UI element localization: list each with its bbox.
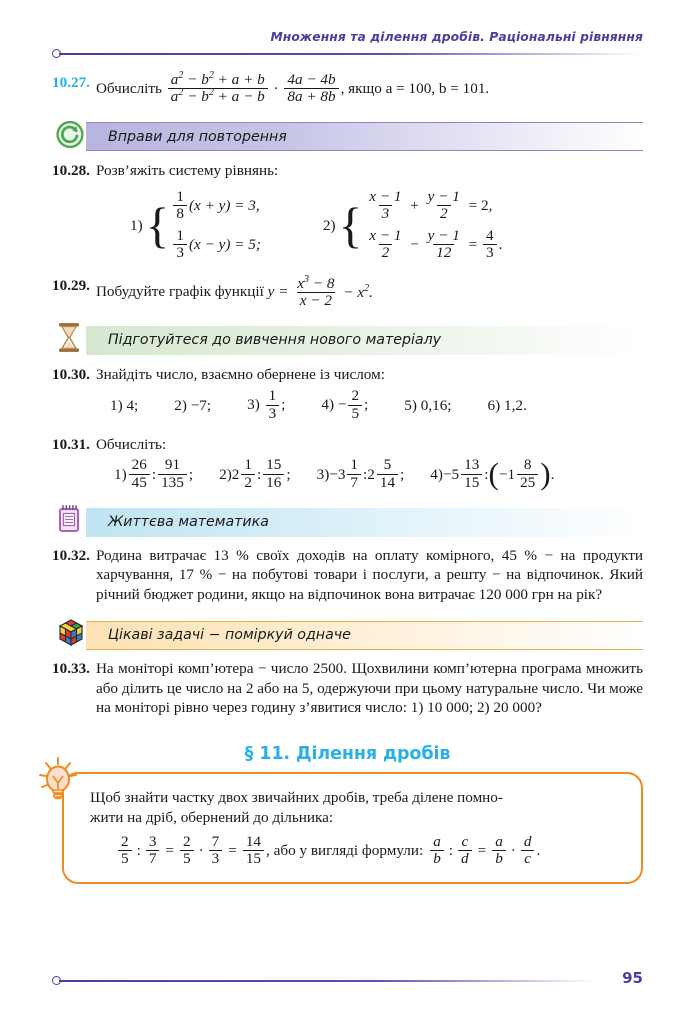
- fraction-denominator: 16: [263, 474, 284, 491]
- fraction-numerator: y − 1: [427, 188, 460, 206]
- fraction-divisor: [158, 457, 187, 490]
- equals-sign: =: [477, 842, 487, 860]
- lightbulb-icon: [36, 756, 86, 817]
- option-label: 2): [219, 466, 232, 484]
- notepad-icon: [56, 505, 82, 539]
- whole-part: 2: [231, 466, 240, 484]
- option-value: 0,16;: [420, 397, 452, 415]
- fraction-denominator: 12: [433, 244, 454, 261]
- fraction-dividend: [129, 457, 150, 490]
- fraction-2: [284, 72, 338, 105]
- fraction-denominator: $a^2 - b^2 + a - b$: [168, 88, 268, 105]
- option-fraction: [266, 388, 280, 421]
- division-operator: :: [256, 466, 262, 484]
- exercise-10-27: [52, 70, 643, 106]
- exercise-10-33: [52, 659, 643, 718]
- section-band-repeat-exercises: [52, 122, 643, 151]
- system-label: 1): [130, 217, 143, 235]
- exercise-10-28: [52, 161, 643, 265]
- rule-formula-row: [90, 832, 623, 868]
- option-fraction: [348, 388, 362, 421]
- multiplication-dot: ·: [510, 842, 516, 860]
- exercise-prompt: Знайдіть число, взаємно обернене із числом:: [95, 365, 385, 383]
- option-4: [430, 458, 554, 491]
- fraction-denominator: 3: [209, 850, 223, 867]
- fraction-numerator: $x^3 - 8$: [297, 273, 335, 292]
- exercise-tail: , якщо a = 100, b = 101.: [340, 80, 490, 98]
- fraction-denominator: 2: [437, 205, 451, 222]
- fraction-right: [425, 228, 463, 261]
- fraction-numerator: 15: [266, 456, 282, 474]
- option-label: 5): [404, 397, 417, 415]
- fraction-denominator: x − 2: [297, 292, 335, 309]
- fraction-denominator: 3: [173, 244, 187, 261]
- general-fraction-1: [430, 834, 444, 867]
- equation-row: [171, 226, 261, 265]
- fraction-denominator: 45: [129, 474, 150, 491]
- exercise-number: 10.32.: [52, 546, 90, 564]
- fraction-dividend: [347, 457, 361, 490]
- exercise-prompt: Обчисліть:: [95, 435, 167, 453]
- option-suffix: ;: [364, 396, 369, 414]
- fraction-numerator: 7: [211, 832, 220, 850]
- fraction-numerator: $a^2 - b^2 + a + b$: [170, 70, 265, 89]
- exercise-number: 10.27.: [52, 74, 90, 91]
- fraction-numerator: 1: [350, 456, 359, 474]
- option-2: [174, 396, 211, 416]
- fraction-divisor: [517, 457, 538, 490]
- equation-row: [364, 226, 502, 265]
- fraction-numerator: 8: [523, 456, 532, 474]
- fraction-denominator: 3: [483, 244, 497, 261]
- fraction-numerator: 13: [464, 456, 480, 474]
- left-brace-icon: {: [145, 197, 170, 253]
- fraction-numerator: a: [433, 832, 441, 850]
- section-band-interesting-problems: [52, 621, 643, 650]
- fraction-numerator: c: [461, 832, 469, 850]
- fraction-numerator: 4a − 4b: [287, 71, 336, 89]
- fraction-denominator: b: [492, 850, 506, 867]
- option-4: [321, 389, 368, 422]
- exercise-body: [95, 273, 643, 309]
- equation-row: [364, 187, 502, 226]
- division-operator: :: [484, 466, 489, 484]
- exercise-number: 10.30.: [52, 365, 90, 383]
- option-1: [114, 458, 193, 491]
- option-suffix: .: [550, 466, 555, 484]
- exercise-text: Родина витрачає 13 % своїх доходів на оплату комірного, 45 % − на продукти харчування, 17 % − на побутові товари і послуги, а решту − на відпочинок. Який річний бюджет родини, якщо на відпочинок вона витрачає 120 000 грн на рік?: [95, 546, 643, 604]
- option-suffix: ;: [286, 466, 291, 484]
- fraction-denominator: 5: [118, 850, 132, 867]
- function-tail: − $x^2$.: [343, 282, 373, 301]
- equation-text: (x − y) = 5;: [188, 236, 261, 254]
- exercise-prompt: Побудуйте графік функції: [95, 283, 264, 301]
- fraction-denominator: 8: [173, 205, 187, 222]
- equals-sign: =: [228, 842, 237, 860]
- fraction-divisor: [263, 457, 284, 490]
- band-title: Підготуйтеся до вивчення нового матеріалу: [108, 332, 442, 349]
- fraction-numerator: 5: [383, 456, 392, 474]
- fraction-denominator: 2: [379, 244, 393, 261]
- exercise-text: На моніторі комп’ютера − число 2500. Щохвилини комп’ютерна програма множить або ділить це число на 2 або на 5, одержуючи при цьому натуральне число. Чи може на моніторі рівно через годину з’явитися число: 1) 10 000; 2) 20 000?: [95, 659, 643, 717]
- operator: +: [410, 197, 419, 215]
- right-paren-icon: ): [540, 456, 551, 492]
- fraction-denominator: 7: [347, 474, 361, 491]
- band-title: Вправи для повторення: [108, 128, 287, 145]
- fraction-numerator: 4: [486, 227, 494, 245]
- exercise-10-32: [52, 546, 643, 605]
- formula-period: .: [536, 842, 541, 860]
- division-operator: :: [448, 842, 454, 860]
- exercise-prompt: Обчисліть: [95, 80, 162, 98]
- fraction-denominator: 15: [243, 850, 264, 867]
- fraction-numerator: 2: [183, 832, 191, 850]
- hourglass-icon: [56, 323, 82, 358]
- fraction-denominator: 3: [266, 405, 280, 422]
- fraction-denominator: 5: [180, 850, 194, 867]
- fraction-dividend: [241, 457, 255, 490]
- exercise-number: 10.28.: [52, 162, 90, 180]
- fraction-denominator: 5: [348, 405, 362, 422]
- system-1: [130, 187, 261, 265]
- rule-box-wrapper: [62, 772, 643, 884]
- computation-options-row: [52, 458, 643, 491]
- fraction-numerator: 1: [176, 227, 184, 245]
- fraction-numerator: 1: [176, 188, 184, 206]
- left-brace-icon: {: [338, 197, 363, 253]
- coefficient-fraction: [173, 228, 187, 261]
- fraction-divisor: [377, 457, 398, 490]
- exercise-10-30: [52, 365, 643, 423]
- division-operator: :: [151, 466, 157, 484]
- paragraph-heading: § 11. Ділення дробів: [244, 744, 451, 765]
- whole-part-2: 2: [367, 466, 375, 484]
- exercise-10-31: [52, 435, 643, 492]
- formula-fraction-2: [146, 834, 160, 867]
- fraction-rhs: [483, 228, 497, 261]
- header-rule: [52, 48, 643, 60]
- whole-part-2: −1: [498, 466, 516, 484]
- fraction-denominator: 135: [158, 474, 187, 491]
- operator: −: [410, 236, 419, 254]
- system-equations: [362, 187, 502, 265]
- fraction-numerator: x − 1: [369, 227, 402, 245]
- fraction-numerator: 14: [245, 832, 262, 850]
- general-fraction-2: [458, 834, 472, 867]
- option-value: 4;: [126, 397, 139, 415]
- fraction-dividend: [461, 457, 482, 490]
- option-label: 4): [430, 466, 443, 484]
- equals-sign: =: [165, 842, 174, 860]
- fraction-left: [366, 228, 404, 261]
- multiplication-dot: ·: [198, 842, 204, 860]
- system-equations: [169, 187, 261, 265]
- option-label: 2): [174, 397, 187, 415]
- minus-sign: −: [337, 396, 347, 414]
- general-fraction-4: [521, 834, 535, 867]
- fraction-1: [168, 72, 268, 105]
- exercise-prompt: Розв’яжіть систему рівнянь:: [95, 162, 279, 180]
- band-title: Цікаві задачі − поміркуй одначе: [108, 627, 351, 644]
- fraction-numerator: 1: [268, 387, 277, 405]
- function-lhs: y =: [267, 283, 289, 301]
- exercise-body: [95, 70, 643, 106]
- equation-rhs: = 2,: [468, 197, 493, 215]
- fraction-numerator: 1: [244, 456, 252, 474]
- option-2: [219, 458, 291, 491]
- exercise-number: 10.29.: [52, 277, 90, 295]
- fraction-numerator: 2: [351, 387, 360, 405]
- exercise-number: 10.33.: [52, 659, 90, 677]
- fraction-denominator: d: [458, 850, 472, 867]
- option-value: 1,2.: [503, 397, 527, 415]
- page-footer: [52, 969, 643, 992]
- fraction-numerator: d: [523, 832, 532, 850]
- division-operator: :: [136, 842, 141, 860]
- rubiks-cube-icon: [56, 618, 86, 652]
- whole-part: −5: [442, 466, 460, 484]
- fraction-denominator: 25: [517, 474, 538, 491]
- function-fraction: [294, 273, 337, 309]
- page-number: 95: [622, 969, 643, 987]
- fraction-numerator: a: [495, 832, 503, 850]
- fraction-denominator: 2: [241, 474, 255, 491]
- formula-fraction-5: [243, 834, 264, 867]
- header-rule-line: [59, 53, 643, 55]
- fraction-numerator: 3: [148, 832, 157, 850]
- circular-arrow-icon: [56, 120, 84, 153]
- rule-line-2: жити на дріб, обернений до дільника:: [90, 809, 334, 827]
- rule-box: [62, 772, 643, 884]
- formula-middle-text: , або у вигляді формули:: [266, 842, 424, 860]
- formula-fraction-3: [180, 834, 194, 867]
- fraction-denominator: 3: [379, 205, 393, 222]
- option-label: 6): [487, 397, 501, 415]
- answer-options-row: [52, 389, 643, 422]
- option-label: 1): [114, 466, 127, 484]
- option-1: [110, 396, 138, 416]
- running-head: Множення та ділення дробів. Раціональні рівняння: [270, 30, 643, 44]
- division-operator: :: [363, 466, 368, 484]
- system-2: [323, 187, 502, 265]
- section-band-life-math: [52, 508, 643, 537]
- fraction-numerator: 91: [164, 456, 181, 474]
- fraction-numerator: y − 1: [427, 227, 460, 245]
- formula-fraction-1: [118, 834, 132, 867]
- band-title: Життєва математика: [108, 514, 269, 531]
- fraction-denominator: b: [430, 850, 444, 867]
- fraction-numerator: x − 1: [369, 188, 402, 206]
- general-fraction-3: [492, 834, 506, 867]
- fraction-denominator: c: [521, 850, 534, 867]
- fraction-denominator: 15: [461, 474, 482, 491]
- fraction-left: [366, 189, 404, 222]
- option-label: 3): [247, 396, 260, 414]
- fraction-denominator: 7: [146, 850, 160, 867]
- system-label: 2): [322, 217, 336, 235]
- option-5: [404, 396, 451, 416]
- formula-fraction-4: [209, 834, 223, 867]
- equation-row: [171, 187, 261, 226]
- option-suffix: ;: [281, 396, 286, 414]
- page-header: [52, 0, 643, 60]
- multiplication-dot: ·: [273, 80, 279, 98]
- option-label: 3): [316, 466, 330, 484]
- fraction-numerator: 2: [121, 832, 129, 850]
- option-label: 1): [110, 397, 123, 415]
- fraction-denominator: 14: [377, 474, 398, 491]
- option-suffix: ;: [188, 466, 194, 484]
- fraction-numerator: 26: [131, 456, 147, 474]
- option-value: −7;: [190, 397, 212, 415]
- period: .: [498, 236, 503, 254]
- option-6: [488, 396, 527, 416]
- exercise-number: 10.31.: [52, 435, 90, 453]
- rule-line-1: Щоб знайти частку двох звичайних дробів, треба ділене помно-: [90, 789, 503, 807]
- option-suffix: ;: [400, 466, 405, 484]
- systems-row: [52, 187, 643, 265]
- left-paren-icon: (: [488, 456, 499, 492]
- option-label: 4): [321, 396, 335, 414]
- footer-rule-line: [59, 980, 599, 982]
- fraction-right: [425, 189, 463, 222]
- equation-text: (x + y) = 3,: [188, 197, 260, 215]
- equals-sign: =: [468, 236, 478, 254]
- whole-part: −3: [329, 466, 346, 484]
- option-3: [317, 458, 405, 491]
- option-3: [247, 389, 285, 422]
- coefficient-fraction: [173, 189, 187, 222]
- section-band-prepare-new-material: [52, 326, 643, 355]
- fraction-denominator: 8a + 8b: [284, 88, 338, 105]
- exercise-10-29: [52, 273, 643, 309]
